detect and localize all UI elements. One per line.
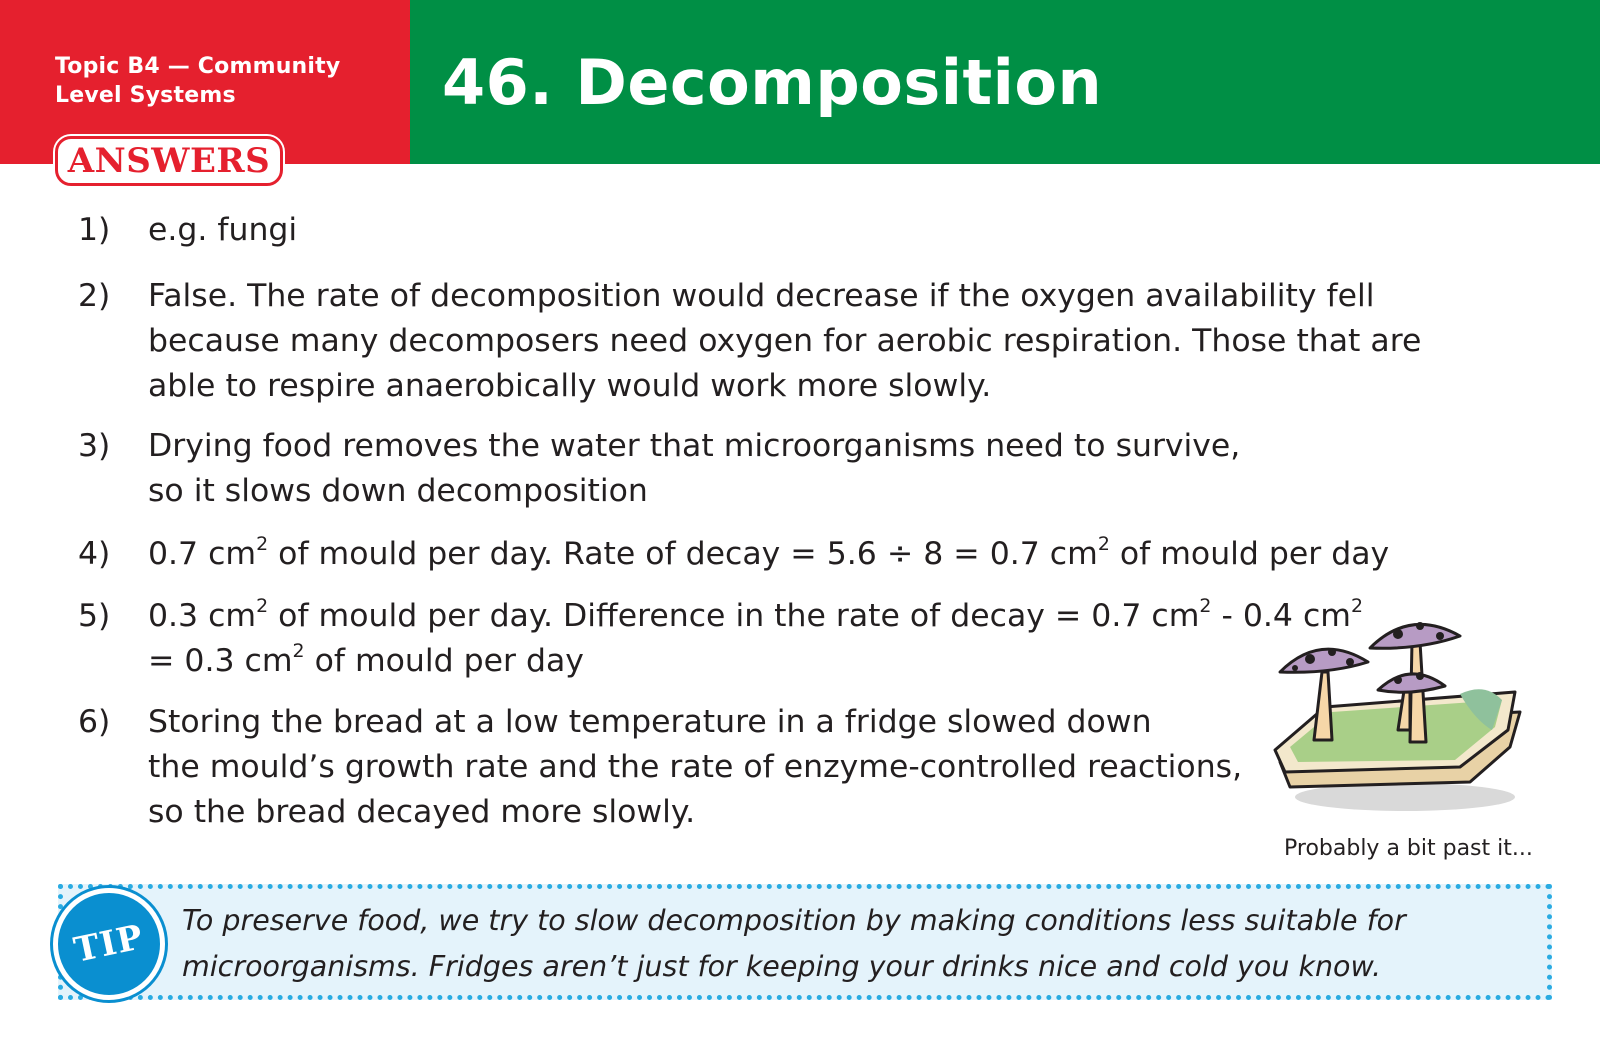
text-run: 0.3 cm bbox=[148, 598, 257, 634]
text-run: = 0.3 cm bbox=[148, 643, 293, 679]
answer-4 bbox=[78, 532, 1518, 577]
page-title: 46. Decomposition bbox=[442, 46, 1103, 119]
answer-2 bbox=[78, 274, 1468, 409]
text-run: 0.7 cm bbox=[148, 536, 257, 572]
answer-number: 6) bbox=[78, 704, 111, 740]
answer-text bbox=[148, 532, 1518, 577]
bread-slices bbox=[1275, 689, 1520, 787]
answer-line: so the bread decayed more slowly. bbox=[148, 794, 696, 830]
superscript: 2 bbox=[1199, 594, 1212, 617]
text-run: of mould per day bbox=[304, 643, 584, 679]
tip-badge bbox=[53, 888, 165, 1000]
answer-line: Storing the bread at a low temperature in a fridge slowed down bbox=[148, 704, 1152, 740]
answer-line: the mould’s growth rate and the rate of enzyme-controlled reactions, bbox=[148, 749, 1243, 785]
superscript: 2 bbox=[256, 594, 269, 617]
tip-text: To preserve food, we try to slow decomposition by making conditions less suitable for microorganisms. Fridges aren’t just for keeping your drinks nice and cold you know. bbox=[182, 904, 1406, 983]
answer-line: so it slows down decomposition bbox=[148, 473, 648, 509]
superscript: 2 bbox=[1097, 532, 1110, 555]
topic-label: Topic B4 — Community Level Systems bbox=[55, 54, 341, 108]
superscript: 2 bbox=[1350, 594, 1363, 617]
text-run: of mould per day. Rate of decay = 5.6 ÷ 8 = 0.7 cm bbox=[268, 536, 1098, 572]
title-banner bbox=[410, 0, 1600, 164]
superscript: 2 bbox=[256, 532, 269, 555]
answer-number: 3) bbox=[78, 428, 111, 464]
illustration-caption: Probably a bit past it... bbox=[1284, 836, 1533, 861]
tip-label: TIP bbox=[70, 917, 148, 971]
superscript: 2 bbox=[292, 639, 305, 662]
answer-number: 5) bbox=[78, 598, 111, 634]
answer-3 bbox=[78, 424, 1518, 514]
answer-text bbox=[148, 424, 1518, 514]
text-run: of mould per day. Difference in the rate of decay = 0.7 cm bbox=[268, 598, 1200, 634]
answer-number: 4) bbox=[78, 536, 111, 572]
mouldy-bread-illustration bbox=[1270, 612, 1550, 832]
answer-text: e.g. fungi bbox=[148, 212, 298, 248]
answer-number: 1) bbox=[78, 212, 111, 248]
answer-number: 2) bbox=[78, 278, 111, 314]
text-run: - 0.4 cm bbox=[1211, 598, 1351, 634]
text-run: of mould per day bbox=[1109, 536, 1390, 572]
answer-text: False. The rate of decomposition would decrease if the oxygen availability fell because many decomposers need oxygen for aerobic respiration. Those that are able to respire anaerobically would work more slowly. bbox=[148, 278, 1422, 404]
answers-badge: ANSWERS bbox=[55, 136, 283, 186]
answer-1 bbox=[78, 208, 1518, 253]
answer-line: Drying food removes the water that microorganisms need to survive, bbox=[148, 428, 1241, 464]
